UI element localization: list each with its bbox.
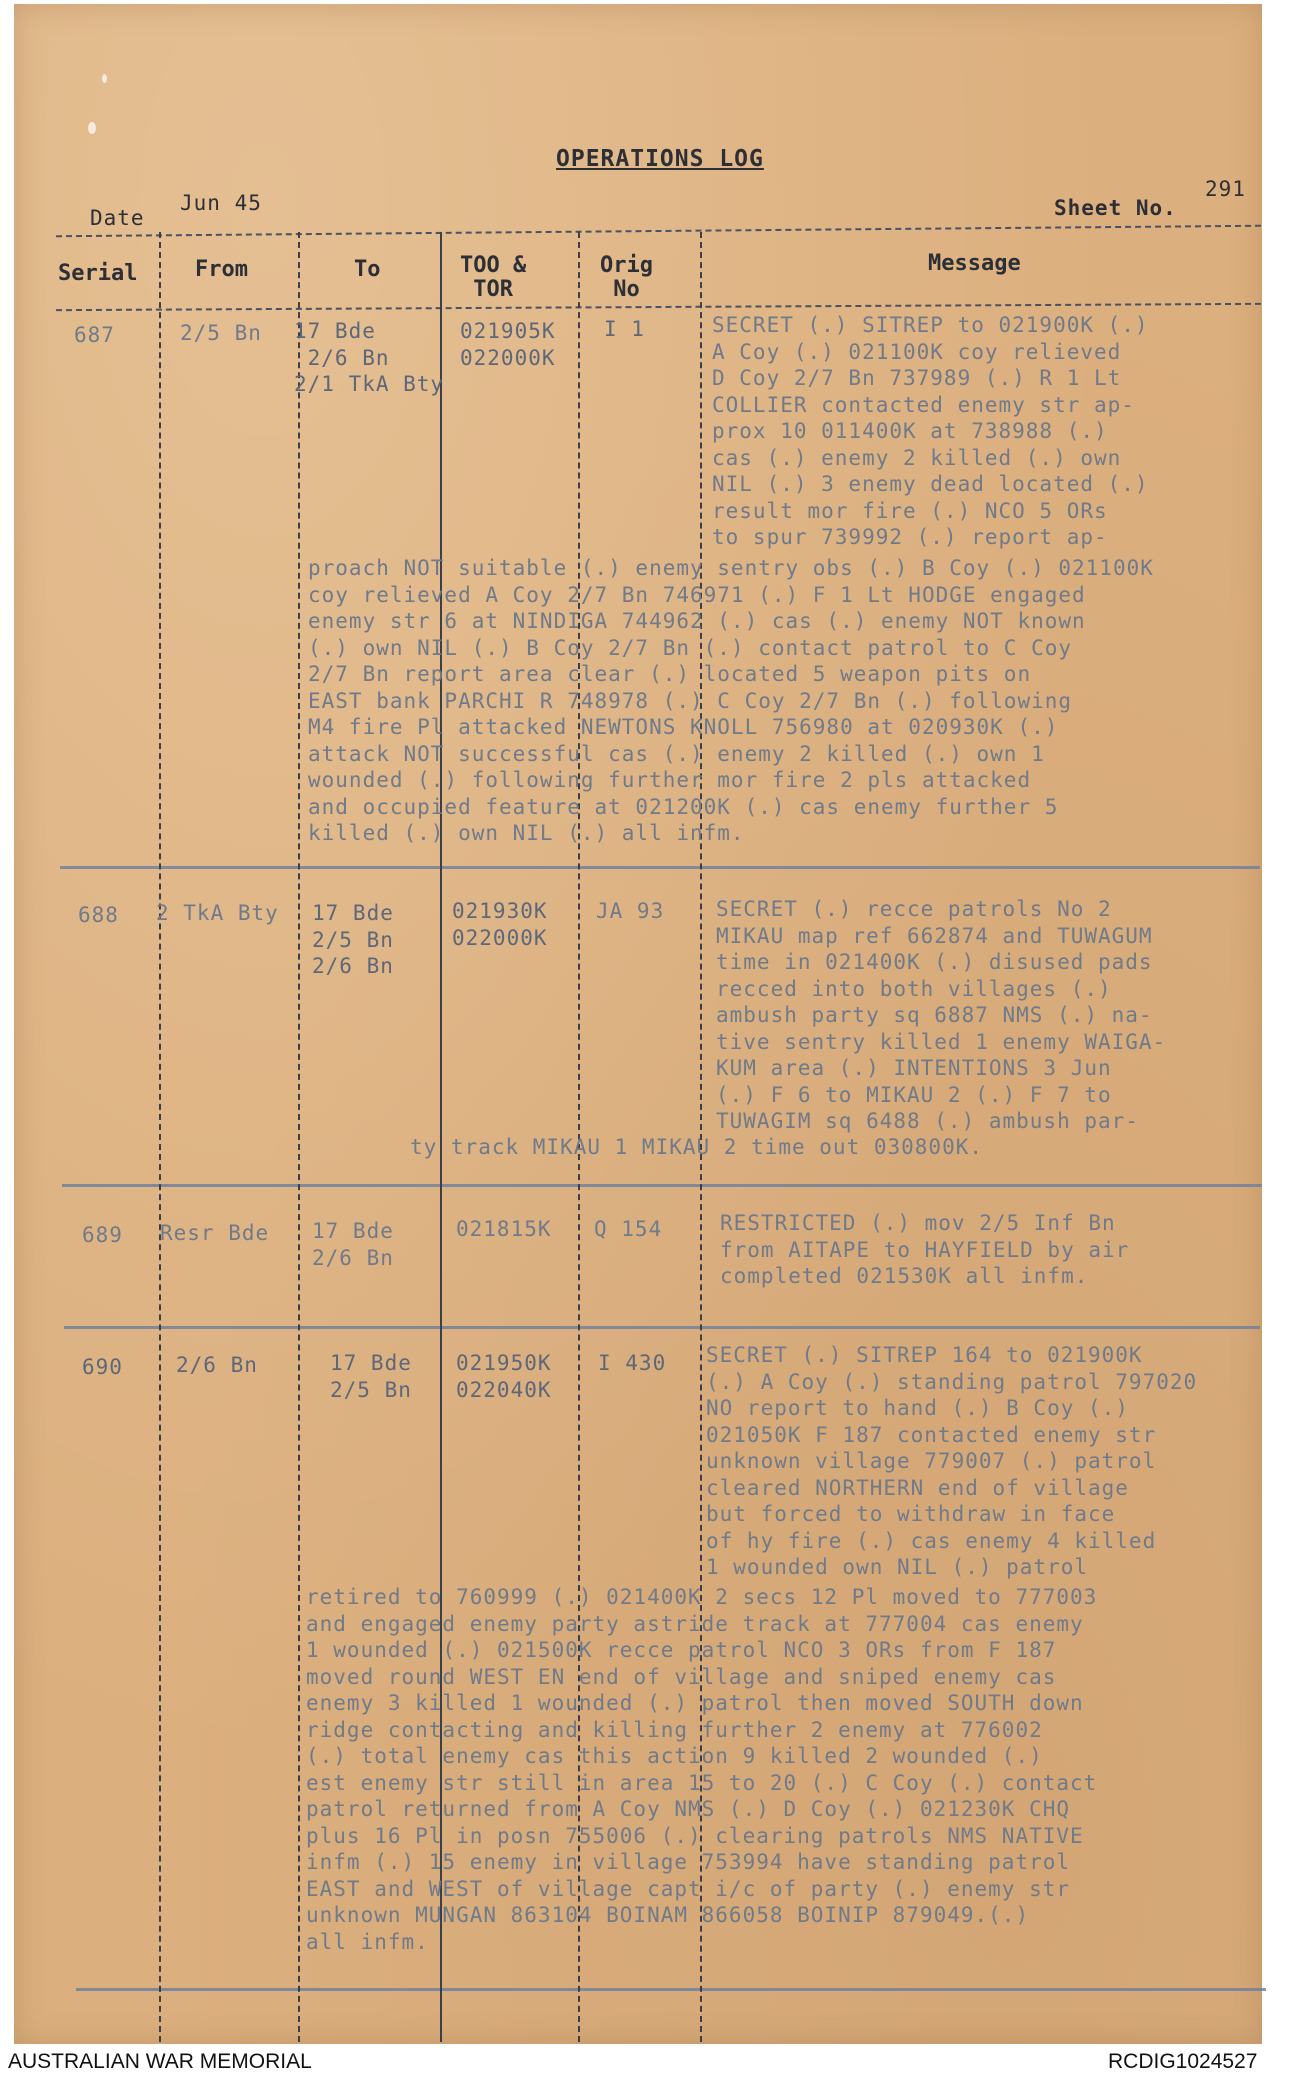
entry-too-tor: 021815K xyxy=(456,1217,552,1241)
entry-to: 17 Bde 2/5 Bn xyxy=(330,1351,412,1402)
entry-to: 17 Bde 2/6 Bn xyxy=(312,1219,394,1270)
paper-blemish xyxy=(88,122,96,134)
entry-message-continued: proach NOT suitable (.) enemy sentry obs (.) B Coy (.) 021100K coy relieved A Coy 2/7 Bn 746971 (.) F 1 Lt HODGE engaged enemy str 6 at NINDIGA 744962 (.) cas (.) enemy NOT known (.) own NIL (.) B Coy 2/7 Bn (.) contact patrol to C Coy 2/7 Bn report area clear (.) located 5 weapon pits on EAST bank PARCHI R 748978 (.) C Coy 2/7 Bn (.) following M4 fire Pl attacked NEWTONS KNOLL 756980 at 020930K (.) attack NOT successful cas (.) enemy 2 killed (.) own 1 wounded (.) following further mor fire 2 pls attacked and occupied feature at 021200K (.) cas enemy further 5 killed (.) own NIL (.) all infm. xyxy=(308,556,1154,845)
sheet-number: 291 xyxy=(1205,177,1246,201)
column-rule xyxy=(159,232,161,2042)
column-rule xyxy=(298,232,300,2042)
entry-message: SECRET (.) SITREP 164 to 021900K (.) A Coy (.) standing patrol 797020 NO report to hand (.) B Coy (.) 021050K F 187 contacted enemy str unknown village 779007 (.) patrol cleared NORTHERN end of village but forced to withdraw in face of hy fire (.) cas enemy 4 killed 1 wounded own NIL (.) patrol xyxy=(706,1343,1198,1579)
entry-from: 2/6 Bn xyxy=(176,1353,258,1377)
col-header-too-tor: TOO & TOR xyxy=(460,253,527,302)
entry-from: Resr Bde xyxy=(160,1221,270,1245)
sheet-label: Sheet No. xyxy=(1054,196,1177,220)
row-divider xyxy=(76,1988,1266,1991)
entry-to: 17 Bde 2/5 Bn 2/6 Bn xyxy=(312,901,394,978)
footer-id: RCDIG1024527 xyxy=(1108,2050,1258,2073)
col-header-serial: Serial xyxy=(58,261,138,286)
entry-serial: 687 xyxy=(74,323,115,347)
entry-serial: 690 xyxy=(82,1355,123,1379)
entry-message: SECRET (.) recce patrols No 2 MIKAU map ref 662874 and TUWAGUM time in 021400K (.) disused pads recced into both villages (.) ambush party sq 6887 NMS (.) na- tive sentry killed 1 enemy WAIGA- KUM area (.) INTENTIONS 3 Jun (.) F 6 to MIKAU 2 (.) F 7 to TUWAGIM sq 6488 (.) ambush par- xyxy=(716,897,1167,1133)
entry-too-tor: 021905K 022000K xyxy=(460,319,556,370)
row-divider xyxy=(62,1184,1262,1187)
entry-message: RESTRICTED (.) mov 2/5 Inf Bn from AITAPE to HAYFIELD by air completed 021530K all infm. xyxy=(720,1211,1130,1288)
col-header-to: To xyxy=(354,257,381,282)
entry-message: SECRET (.) SITREP to 021900K (.) A Coy (.) 021100K coy relieved D Coy 2/7 Bn 737989 (.) R 1 Lt COLLIER contacted enemy str ap- prox 10 011400K at 738988 (.) cas (.) enemy 2 killed (.) own NIL (.) 3 enemy dead located (.) result mor fire (.) NCO 5 ORs to spur 739992 (.) report ap- xyxy=(712,313,1149,549)
entry-orig-no: I 430 xyxy=(598,1351,667,1375)
col-header-message: Message xyxy=(928,251,1021,276)
paper-blemish xyxy=(102,74,107,83)
col-header-from: From xyxy=(195,257,248,282)
entry-orig-no: Q 154 xyxy=(594,1217,663,1241)
entry-orig-no: JA 93 xyxy=(596,899,665,923)
entry-to: 17 Bde 2/6 Bn 2/1 TkA Bty xyxy=(294,319,445,396)
row-divider xyxy=(64,1326,1260,1329)
date-value: Jun 45 xyxy=(180,191,262,215)
entry-from: 2 TkA Bty xyxy=(156,901,279,925)
log-title: OPERATIONS LOG xyxy=(556,146,764,172)
footer-source: AUSTRALIAN WAR MEMORIAL xyxy=(8,2050,312,2073)
entry-message-continued: ty track MIKAU 1 MIKAU 2 time out 030800K. xyxy=(410,1135,984,1159)
col-header-orig-no: Orig No xyxy=(600,253,653,302)
entry-from: 2/5 Bn xyxy=(180,321,262,345)
entry-too-tor: 021950K 022040K xyxy=(456,1351,552,1402)
row-divider xyxy=(60,866,1260,869)
entry-too-tor: 021930K 022000K xyxy=(452,899,548,950)
entry-serial: 688 xyxy=(78,903,119,927)
date-label: Date xyxy=(90,206,145,230)
entry-orig-no: I 1 xyxy=(604,317,645,341)
entry-serial: 689 xyxy=(82,1223,123,1247)
entry-message-continued: retired to 760999 (.) 021400K 2 secs 12 Pl moved to 777003 and engaged enemy party astride track at 777004 cas enemy 1 wounded (.) 021500K recce patrol NCO 3 ORs from F 187 moved round WEST EN end of village and sniped enemy cas enemy 3 killed 1 wounded (.) patrol then moved SOUTH down ridge contacting and killing further 2 enemy at 776002 (.) total enemy cas this action 9 killed 2 wounded (.) est enemy str still in area 15 to 20 (.) C Coy (.) contact patrol returned from A Coy NMS (.) D Coy (.) 021230K CHQ plus 16 Pl in posn 755006 (.) clearing patrols NMS NATIVE infm (.) 15 enemy in village 753994 have standing patrol EAST and WEST of village capt i/c of party (.) enemy str unknown MUNGAN 863104 BOINAM 866058 BOINIP 879049.(.) all infm. xyxy=(306,1585,1098,1954)
